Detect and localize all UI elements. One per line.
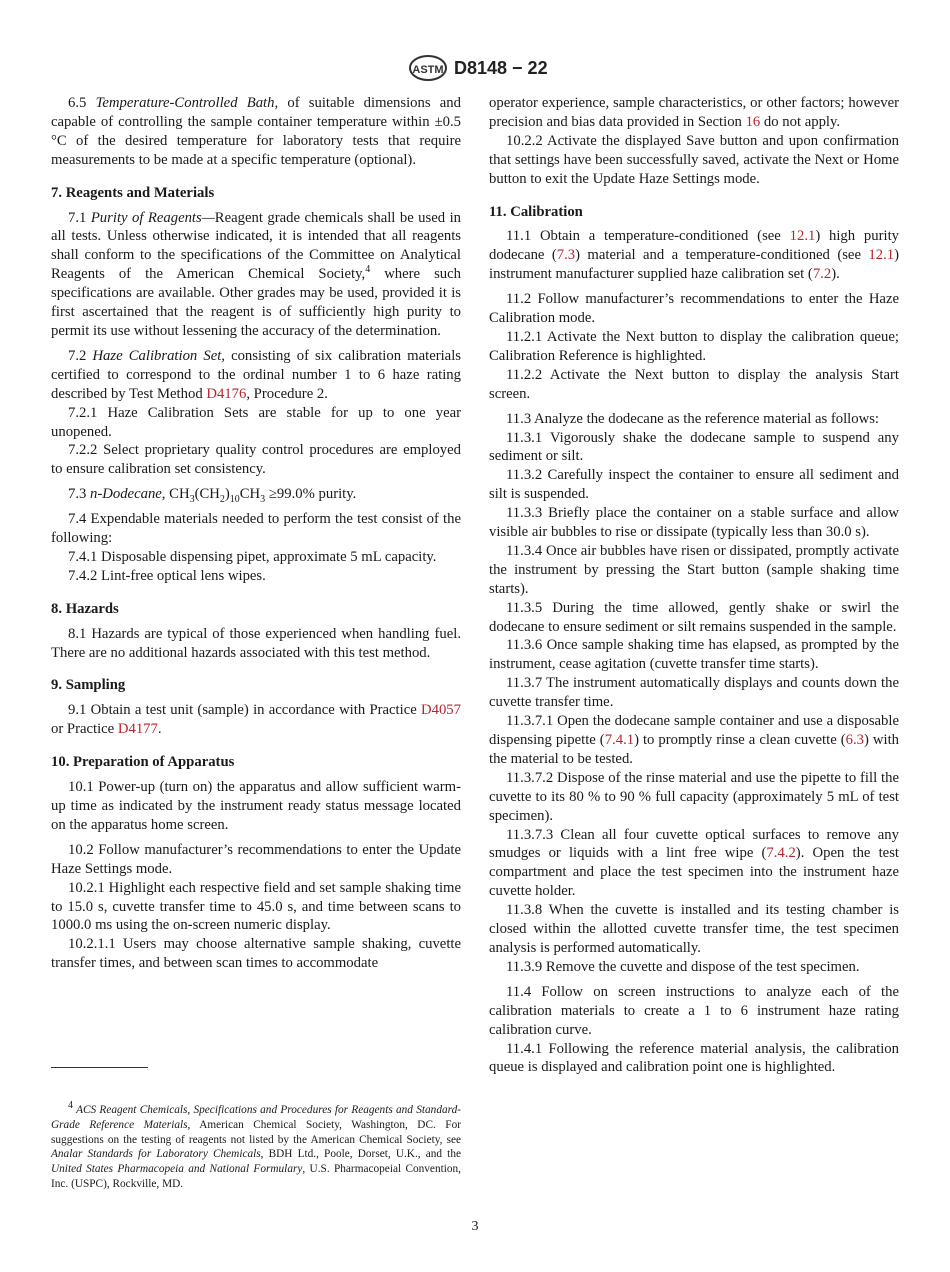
reference-link[interactable]: D4176 <box>206 385 247 402</box>
text-run: CH <box>165 486 190 503</box>
text-run: ) to promptly rinse a clean cuvette ( <box>634 732 846 748</box>
paragraph <box>51 94 461 170</box>
text-run: 7.4.1 Disposable dispensing pipet, approximate 5 mL capacity. <box>68 548 437 565</box>
section-heading: 9. Sampling <box>51 677 126 694</box>
paragraph <box>489 466 899 504</box>
document-id: D8148 − 22 <box>454 57 548 78</box>
text-run: , Procedure 2. <box>246 385 328 402</box>
text-run: ) <box>224 486 230 503</box>
text-run: consisting of six calibration materials certified to correspond to the ordinal number 1 to 6 haze rating described by Test Method <box>51 347 461 402</box>
subscript: 3 <box>189 494 195 506</box>
text-run: 11.3.2 Carefully inspect the container to ensure all sediment and silt is suspended. <box>489 467 899 503</box>
text-run: 7.4 Expendable materials needed to perform the test consist of the following: <box>51 511 461 547</box>
text-run: or Practice <box>51 721 118 738</box>
left-column <box>51 94 461 973</box>
paragraph <box>51 548 461 567</box>
paragraph <box>489 290 899 328</box>
text-run: ≥99.0% purity. <box>265 486 357 503</box>
reference-link[interactable]: 12.1 <box>789 228 816 245</box>
italic-text: n-Dodecane, <box>90 486 166 503</box>
text-run: 7.2 <box>68 347 93 364</box>
footnote-marker: 4 <box>365 264 371 276</box>
text-run: 11.3.1 Vigorously shake the dodecane sample to suspend any sediment or silt. <box>489 429 899 465</box>
paragraph <box>51 510 461 548</box>
subscript: 3 <box>260 494 266 506</box>
paragraph <box>489 958 899 977</box>
text-run: 7.1 <box>68 209 91 226</box>
text-run: Reagent grade chemicals shall be used in all tests. Unless otherwise indicated, it is intended that all reagents shall conform to the specifications of the Committee on Analytical Reagents of the American Chemical Society, <box>51 209 461 283</box>
text-run: do not apply. <box>760 113 841 130</box>
text-run: 7.3 <box>68 486 91 503</box>
right-column <box>489 94 899 1077</box>
italic-text: Haze Calibration Set, <box>92 347 225 364</box>
text-run: 11.3.6 Once sample shaking time has elapsed, as prompted by the instrument, cease agitation (cuvette transfer time starts). <box>489 637 899 673</box>
italic-text: Analar Standards for Laboratory Chemicals <box>51 1148 261 1161</box>
text-run: (CH <box>194 486 220 503</box>
section-heading: 8. Hazards <box>51 600 119 617</box>
italic-text: Temperature-Controlled Bath, <box>95 95 279 111</box>
reference-link[interactable]: D4057 <box>421 702 461 719</box>
astm-logo-icon <box>408 54 448 82</box>
text-run: 11.3.3 Briefly place the container on a stable surface and allow visible air bubbles to rise or dissipate (typically less than 30.0 s). <box>489 505 899 541</box>
paragraph <box>51 841 461 879</box>
text-run: 11.3.5 During the time allowed, gently shake or swirl the dodecane to ensure sediment or silt remains suspended in the sample. <box>489 599 899 635</box>
text-run: 10.1 Power-up (turn on) the apparatus and allow sufficient warm-up time as indicated by the instrument ready status message located on the apparatus home screen. <box>51 779 461 833</box>
paragraph <box>51 404 461 442</box>
paragraph <box>51 441 461 479</box>
text-run: , U.S. Pharmacopeial Convention, Inc. (USPC), Rockville, MD. <box>51 1163 461 1190</box>
paragraph <box>489 366 899 404</box>
paragraph <box>489 712 899 769</box>
paragraph <box>51 625 461 663</box>
paragraph <box>489 636 899 674</box>
text-run: 11.4 Follow on screen instructions to analyze each of the calibration materials to create a 1 to 6 instrument haze rating calibration curve. <box>489 983 899 1038</box>
paragraph <box>51 567 461 586</box>
footnote-marker: 4 <box>68 1100 73 1112</box>
text-run: ) with the material to be tested. <box>489 732 899 767</box>
text-run: 11.2.2 Activate the Next button to display the analysis Start screen. <box>489 366 899 402</box>
footnote-divider <box>51 1067 148 1068</box>
reference-link[interactable]: D4177 <box>117 721 158 738</box>
text-run: 11.1 Obtain a temperature-conditioned (see <box>506 228 790 245</box>
paragraph <box>489 94 899 132</box>
section-heading: 10. Preparation of Apparatus <box>51 754 235 771</box>
paragraph <box>51 485 461 504</box>
text-run: . <box>157 721 162 738</box>
text-run: 9.1 Obtain a test unit (sample) in accordance with Practice <box>68 702 422 719</box>
text-run: , American Chemical Society, Washington, DC. For suggestions on the testing of reagents not listed by the American Chemical Society, see <box>51 1118 461 1146</box>
text-run: ). <box>831 266 840 283</box>
paragraph <box>51 935 461 973</box>
subscript: 2 <box>219 494 225 506</box>
text-run: ) instrument manufacturer supplied haze calibration set ( <box>489 247 899 283</box>
paragraph <box>489 599 899 637</box>
subscript: 10 <box>229 494 240 506</box>
reference-link[interactable]: 12.1 <box>868 247 895 264</box>
paragraph <box>51 879 461 936</box>
text-run: 11.2.1 Activate the Next button to display the calibration queue; Calibration Reference is highlighted. <box>489 328 899 364</box>
text-run: 11.3.7.1 Open the dodecane sample container and use a disposable dispensing pipette ( <box>489 713 899 748</box>
text-run: 11.3.9 Remove the cuvette and dispose of the test specimen. <box>506 958 860 975</box>
italic-text: United States Pharmacopeia and National Formulary <box>51 1163 303 1176</box>
paragraph <box>51 209 461 341</box>
text-run: operator experience, sample characteristics, or other factors; however precision and bias data provided in Section <box>489 95 899 130</box>
text-run: 11.4.1 Following the reference material analysis, the calibration queue is displayed and calibration point one is highlighted. <box>489 1040 899 1076</box>
text-run: CH <box>239 486 261 503</box>
text-run: ) material and a temperature-conditioned (see <box>575 247 869 264</box>
reference-link[interactable]: 7.4.2 <box>766 845 796 862</box>
italic-text: Purity of Reagents— <box>90 209 215 226</box>
paragraph <box>489 542 899 599</box>
paragraph <box>489 901 899 958</box>
reference-link[interactable]: 7.2 <box>812 266 832 283</box>
paragraph <box>489 429 899 467</box>
text-run: 11.3.4 Once air bubbles have risen or dissipated, promptly activate the instrument by pressing the Start button (sample shaking time starts). <box>489 542 899 597</box>
svg-text:ASTM: ASTM <box>412 64 444 76</box>
text-run: where such specifications are available. Other grades may be used, provided it is first ascertained that the reagent is of sufficiently high purity to permit its use without lessening the accuracy of the determination. <box>51 266 461 339</box>
text-run: 10.2.1.1 Users may choose alternative sample shaking, cuvette transfer times, and between scan times to accommodate <box>51 936 461 972</box>
text-run: 7.4.2 Lint-free optical lens wipes. <box>68 567 266 584</box>
text-run: 11.3.7 The instrument automatically displays and counts down the cuvette transfer time. <box>489 675 899 711</box>
text-run: , BDH Ltd., Poole, Dorset, U.K., and the <box>260 1148 461 1161</box>
paragraph <box>489 328 899 366</box>
reference-link[interactable]: 6.3 <box>845 732 864 748</box>
text-run: 11.3.7.2 Dispose of the rinse material and use the pipette to fill the cuvette to its 80 % to 90 % full capacity (approximately 5 mL of test specimen). <box>489 769 899 824</box>
reference-link[interactable]: 16 <box>745 113 761 130</box>
reference-link[interactable]: 7.4.1 <box>604 732 635 748</box>
paragraph <box>51 778 461 835</box>
text-run: 8.1 Hazards are typical of those experienced when handling fuel. There are no additional hazards associated with this test method. <box>51 625 461 661</box>
paragraph <box>489 983 899 1040</box>
text-run: of suitable dimensions and capable of controlling the sample container temperature within ±0.5 °C of the desired temperature for laboratory tests that require measurements to be made at a specific temperature (optional). <box>51 95 461 168</box>
paragraph <box>489 826 899 902</box>
paragraph <box>489 769 899 826</box>
footnote <box>51 1100 461 1192</box>
text-run: 11.3.8 When the cuvette is installed and its testing chamber is closed within the allotted cuvette transfer time, the test specimen analysis is performed automatically. <box>489 902 899 956</box>
text-run: 11.3 Analyze the dodecane as the reference material as follows: <box>506 410 880 427</box>
text-run: 10.2 Follow manufacturer’s recommendations to enter the Update Haze Settings mode. <box>51 841 461 877</box>
paragraph <box>489 504 899 542</box>
paragraph <box>489 674 899 712</box>
section-heading: 7. Reagents and Materials <box>51 184 215 201</box>
text-run: 7.2.1 Haze Calibration Sets are stable for up to one year unopened. <box>51 404 461 440</box>
paragraph <box>489 227 899 284</box>
italic-text: ACS Reagent Chemicals, Specifications and Procedures for Reagents and Standard-Grade Reference Materials <box>51 1104 461 1131</box>
text-run: ) high purity dodecane ( <box>489 228 899 264</box>
paragraph <box>51 701 461 739</box>
section-heading: 11. Calibration <box>489 203 583 220</box>
paragraph <box>51 347 461 404</box>
text-run: 7.2.2 Select proprietary quality control procedures are employed to ensure calibration set consistency. <box>51 442 461 478</box>
text-run: ). Open the test compartment and place the test specimen into the instrument haze cuvette holder. <box>489 845 900 900</box>
paragraph <box>489 132 899 189</box>
text-run: 11.2 Follow manufacturer’s recommendations to enter the Haze Calibration mode. <box>489 291 899 327</box>
text-run: 10.2.2 Activate the displayed Save button and upon confirmation that settings have been successfully saved, activate the Next or Home button to exit the Update Haze Settings mode. <box>489 132 899 187</box>
text-run: 6.5 <box>68 95 96 111</box>
page-number: 3 <box>471 1219 479 1234</box>
text-run: 11.3.7.3 Clean all four cuvette optical surfaces to remove any smudges or liquids with a lint free wipe ( <box>489 826 899 862</box>
text-run: 10.2.1 Highlight each respective field and set sample shaking time to 15.0 s, cuvette transfer time to 45.0 s, and time between scans to 1000.0 ms using the on-screen numeric display. <box>51 879 461 934</box>
reference-link[interactable]: 7.3 <box>556 247 576 264</box>
page-header <box>408 54 548 82</box>
paragraph <box>489 410 899 429</box>
paragraph <box>489 1040 899 1078</box>
